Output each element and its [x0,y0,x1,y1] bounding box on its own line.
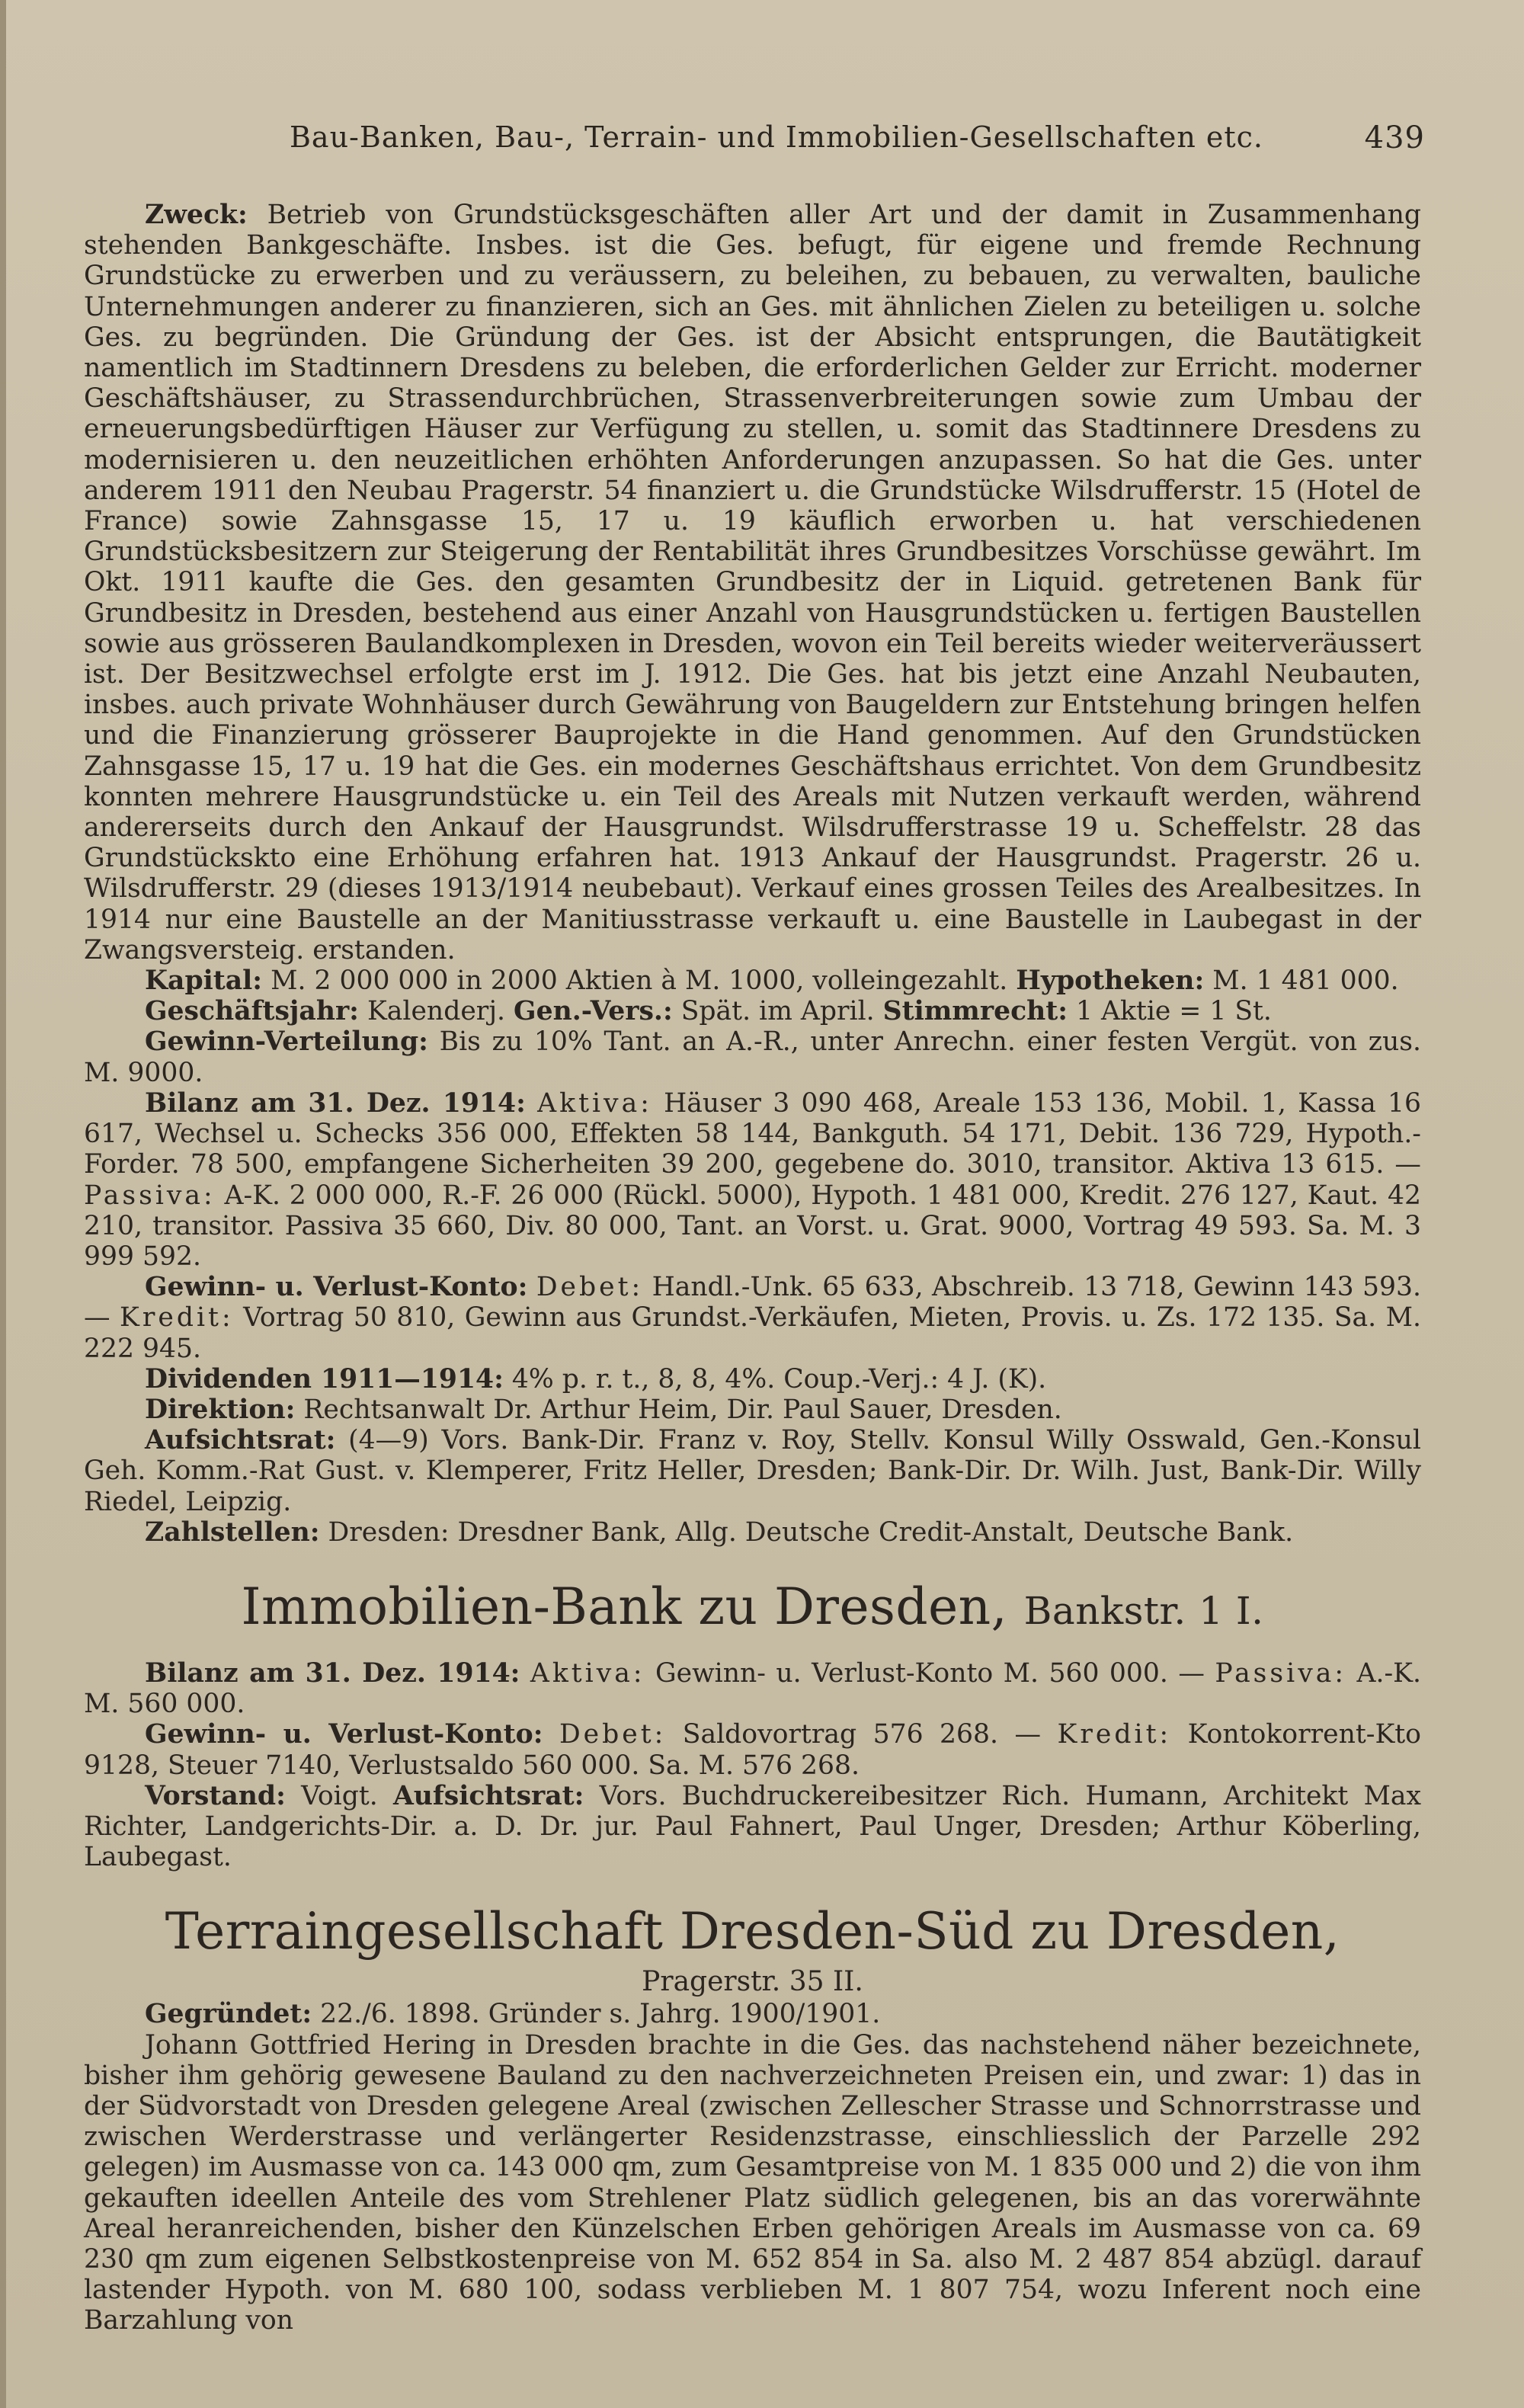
kredit-word: Kredit: [120,1302,234,1334]
genvers-label: Gen.-Vers.: [514,996,673,1027]
direktion-text: Rechtsanwalt Dr. Arthur Heim, Dir. Paul Sauer, Dresden. [303,1394,1062,1425]
guv-kredit-text: Vortrag 50 810, Gewinn aus Grundst.-Verkäufen, Mieten, Provis. u. Zs. 172 135. Sa. M. 222 945. [84,1302,1422,1364]
running-title: Bau-Banken, Bau-, Terrain- und Immobilien-Gesellschaften etc. [290,120,1264,154]
dividenden-paragraph [84,1364,1421,1395]
dividenden-text: 4% p. r. t., 8, 8, 4%. Coup.-Verj.: 4 J. (K). [511,1363,1047,1395]
geschaeftsjahr-paragraph [84,996,1421,1026]
ib-aktiva-word: Aktiva: [530,1657,645,1689]
aktiva-word: Aktiva: [537,1087,652,1119]
ib-passiva-word: Passiva: [1215,1657,1347,1689]
ib-aufsichtsrat-text: Vors. Buchdruckereibesitzer Rich. Humann, Architekt Max Richter, Landgerichts-Dir. a. D. Dr. jur. Paul Fahnert, Paul Unger, Dresden; Arthur Köberling, Laubegast. [84,1780,1421,1873]
page-edge [0,0,6,2408]
aufsichtsrat-label: Aufsichtsrat: [145,1425,336,1456]
page-content [84,200,1421,2336]
zweck-paragraph [84,200,1421,965]
gewinnverteilung-paragraph [84,1026,1421,1087]
zweck-text: Betrieb von Grundstücksgeschäften aller Art und der damit in Zusammenhang stehenden Bankgeschäfte. Insbes. ist die Ges. befugt, für eigene und fremde Rechnung Grundstücke zu erwerben und zu veräussern, zu beleihen, zu bebauen, zu verwalten, bauliche Unternehmungen anderer zu finanzieren, sich an Ges. mit ähnlichen Zielen zu beteiligen u. solche Ges. zu begründen. Die Gründung der Ges. ist der Absicht entsprungen, die Bautätigkeit namentlich im Stadtinnern Dresdens zu beleben, die erforderlichen Gelder zur Erricht. moderner Geschäftshäuser, zu Strassendurchbrüchen, Strassenverbreiterungen sowie zum Umbau der erneuerungsbedürftigen Häuser zur Verfügung zu stellen, u. somit das Stadtinnere Dresdens zu modernisieren u. den neuzeitlichen erhöhten Anforderungen anzupassen. So hat die Ges. unter anderem 1911 den Neubau Pragerstr. 54 finanziert u. die Grundstücke Wilsdrufferstr. 15 (Hotel de France) sowie Zahnsgasse 15, 17 u. 19 käuflich erworben u. hat verschiedenen Grundstücksbesitzern zur Steigerung der Rentabilität ihres Grundbesitzes Vorschüsse gewährt. Im Okt. 1911 kaufte die Ges. den gesamten Grundbesitz der in Liquid. getretenen Bank für Grundbesitz in Dresden, bestehend aus einer Anzahl von Hausgrundstücken u. fertigen Baustellen sowie aus grösseren Baulandkomplexen in Dresden, wovon ein Teil bereits wieder weiterveräussert ist. Der Besitzwechsel erfolgte erst im J. 1912. Die Ges. hat bis jetzt eine Anzahl Neubauten, insbes. auch private Wohnhäuser durch Gewährung von Baugeldern zur Entstehung bringen helfen und die Finanzierung grösserer Bauprojekte in die Hand genommen. Auf den Grundstücken Zahnsgasse 15, 17 u. 19 hat die Ges. ein modernes Geschäftshaus errichtet. Von dem Grundbesitz konnten mehrere Hausgrundstücke u. ein Teil des Areals mit Nutzen verkauft werden, während andererseits durch den Ankauf der Hausgrundst. Wilsdrufferstrasse 19 u. Scheffelstr. 28 das Grundstückskto eine Erhöhung erfahren hat. 1913 Ankauf der Hausgrundst. Pragerstr. 26 u. Wilsdrufferstr. 29 (dieses 1913/1914 neubebaut). Verkauf eines grossen Teiles des Arealbesitzes. In 1914 nur eine Baustelle an der Manitiusstrasse verkauft u. eine Baustelle in Laubegast in der Zwangsversteig. erstanden. [84,200,1421,965]
aufsichtsrat-text: (4—9) Vors. Bank-Dir. Franz v. Roy, Stellv. Konsul Willy Osswald, Gen.-Konsul Geh. Komm.-Rat Gust. v. Klemperer, Fritz Heller, Dresden; Bank-Dir. Dr. Wilh. Just, Bank-Dir. Willy Riedel, Leipzig. [84,1425,1421,1517]
ib-kredit-word: Kredit: [1057,1719,1172,1750]
bilanz-passiva-text: A-K. 2 000 000, R.-F. 26 000 (Rückl. 5000), Hypoth. 1 481 000, Kredit. 276 127, Kaut. 42 210, transitor. Passiva 35 660, Div. 80 000, Tant. an Vorst. u. Grat. 9000, Vortrag 49 593. Sa. M. 3 999 592. [84,1180,1421,1272]
terraingesellschaft-title: Terraingesellschaft Dresden-Süd zu Dresden, [165,1902,1340,1961]
hypotheken-label: Hypotheken: [1016,965,1205,997]
stimmrecht-text: 1 Aktie = 1 St. [1076,996,1272,1027]
ib-guv-paragraph [84,1719,1421,1780]
guv-paragraph [84,1272,1421,1364]
immobilien-bank-title: Immobilien-Bank zu Dresden, [241,1577,1008,1636]
zahlstellen-label: Zahlstellen: [145,1516,320,1548]
passiva-word: Passiva: [84,1180,216,1211]
direktion-paragraph [84,1395,1421,1425]
tg-body-paragraph [84,2030,1421,2336]
section-heading-terraingesellschaft [84,1903,1421,1961]
tg-gegruendet-label: Gegründet: [145,1999,312,2030]
direktion-label: Direktion: [145,1394,296,1425]
bilanz-label: Bilanz am 31. Dez. 1914: [145,1087,526,1119]
immobilien-bank-address: Bankstr. 1 I. [1023,1588,1264,1633]
ib-bilanz-paragraph [84,1658,1421,1719]
kapital-paragraph [84,965,1421,996]
ib-debet-text: Saldovortrag 576 268. — [682,1719,1042,1750]
ib-vorstand-label: Vorstand: [145,1780,286,1811]
guv-debet-text: Handl.-Unk. 65 633, Abschreib. 13 718, Gewinn 143 593. — [84,1272,1422,1334]
ib-aufsichtsrat-label: Aufsichtsrat: [392,1780,584,1811]
bilanz-paragraph [84,1088,1421,1272]
aufsichtsrat-paragraph [84,1425,1421,1517]
terraingesellschaft-address: Pragerstr. 35 II. [642,1966,863,1998]
ib-kredit-text: Kontokorrent-Kto 9128, Steuer 7140, Verlustsaldo 560 000. Sa. M. 576 268. [84,1719,1421,1781]
ib-vorstand-paragraph [84,1781,1421,1873]
section-heading-immobilien-bank [84,1578,1421,1640]
bilanz-aktiva-text: Häuser 3 090 468, Areale 153 136, Mobil. 1, Kassa 16 617, Wechsel u. Schecks 356 000, Effekten 58 144, Bankguth. 54 171, Debit. 136 729, Hypoth.-Forder. 78 500, empfangene Sicherheiten 39 200, gegebene do. 3010, transitor. Aktiva 13 615. — [84,1087,1421,1180]
hypotheken-text: M. 1 481 000. [1212,965,1399,997]
zahlstellen-paragraph [84,1517,1421,1548]
ib-vorstand-text: Voigt. [301,1780,378,1811]
debet-word: Debet: [536,1272,644,1303]
dividenden-label: Dividenden 1911—1914: [145,1363,504,1395]
ib-bilanz-label: Bilanz am 31. Dez. 1914: [145,1657,520,1689]
genvers-text: Spät. im April. [680,996,875,1027]
ib-debet-word: Debet: [559,1719,667,1750]
ib-guv-label: Gewinn- u. Verlust-Konto: [145,1719,543,1750]
ib-passiva-text: A.-K. M. 560 000. [84,1657,1421,1720]
tg-gegruendet-paragraph [84,1999,1421,2029]
ib-aktiva-text: Gewinn- u. Verlust-Konto M. 560 000. — [655,1657,1205,1689]
geschaeftsjahr-label: Geschäftsjahr: [145,996,359,1027]
zahlstellen-text: Dresden: Dresdner Bank, Allg. Deutsche Credit-Anstalt, Deutsche Bank. [328,1516,1294,1548]
geschaeftsjahr-text: Kalenderj. [367,996,506,1027]
kapital-label: Kapital: [145,965,263,997]
tg-body-text: Johann Gottfried Hering in Dresden brachte in die Ges. das nachstehend näher bezeichnete, bisher ihm gehörig gewesene Bauland zu den nachverzeichneten Preisen ein, und zwar: 1) das in der Südvorstadt von Dresden gelegene Areal (zwischen Zellescher Strasse und Schnorrstrasse und zwischen Werderstrasse und verlängerter Residenzstrasse, einschliesslich der Parzelle 292 gelegen) im Ausmasse von ca. 143 000 qm, zum Gesamtpreise von M. 1 835 000 und 2) die von ihm gekauften ideellen Anteile des vom Strehlener Platz südlich gelegenen, bis an das vorerwähnte Areal heranreichenden, bisher den Künzelschen Erben gehörigen Areals im Ausmasse von ca. 69 230 qm zum eigenen Selbstkostenpreise von M. 652 854 in Sa. also M. 2 487 854 abzügl. darauf lastender Hypoth. von M. 680 100, sodass verblieben M. 1 807 754, wozu Inferent noch eine Barzahlung von [84,2029,1421,2336]
page-number: 439 [1364,120,1425,155]
gewinnverteilung-label: Gewinn-Verteilung: [145,1026,428,1058]
zweck-label: Zweck: [145,200,248,230]
running-header [290,120,1425,166]
guv-label: Gewinn- u. Verlust-Konto: [145,1272,528,1303]
gewinnverteilung-text: Bis zu 10% Tant. an A.-R., unter Anrechn. einer festen Vergüt. von zus. M. 9000. [84,1026,1421,1088]
tg-gegruendet-text: 22./6. 1898. Gründer s. Jahrg. 1900/1901. [320,1999,881,2030]
kapital-text: M. 2 000 000 in 2000 Aktien à M. 1000, volleingezahlt. [271,965,1008,997]
stimmrecht-label: Stimmrecht: [882,996,1068,1027]
